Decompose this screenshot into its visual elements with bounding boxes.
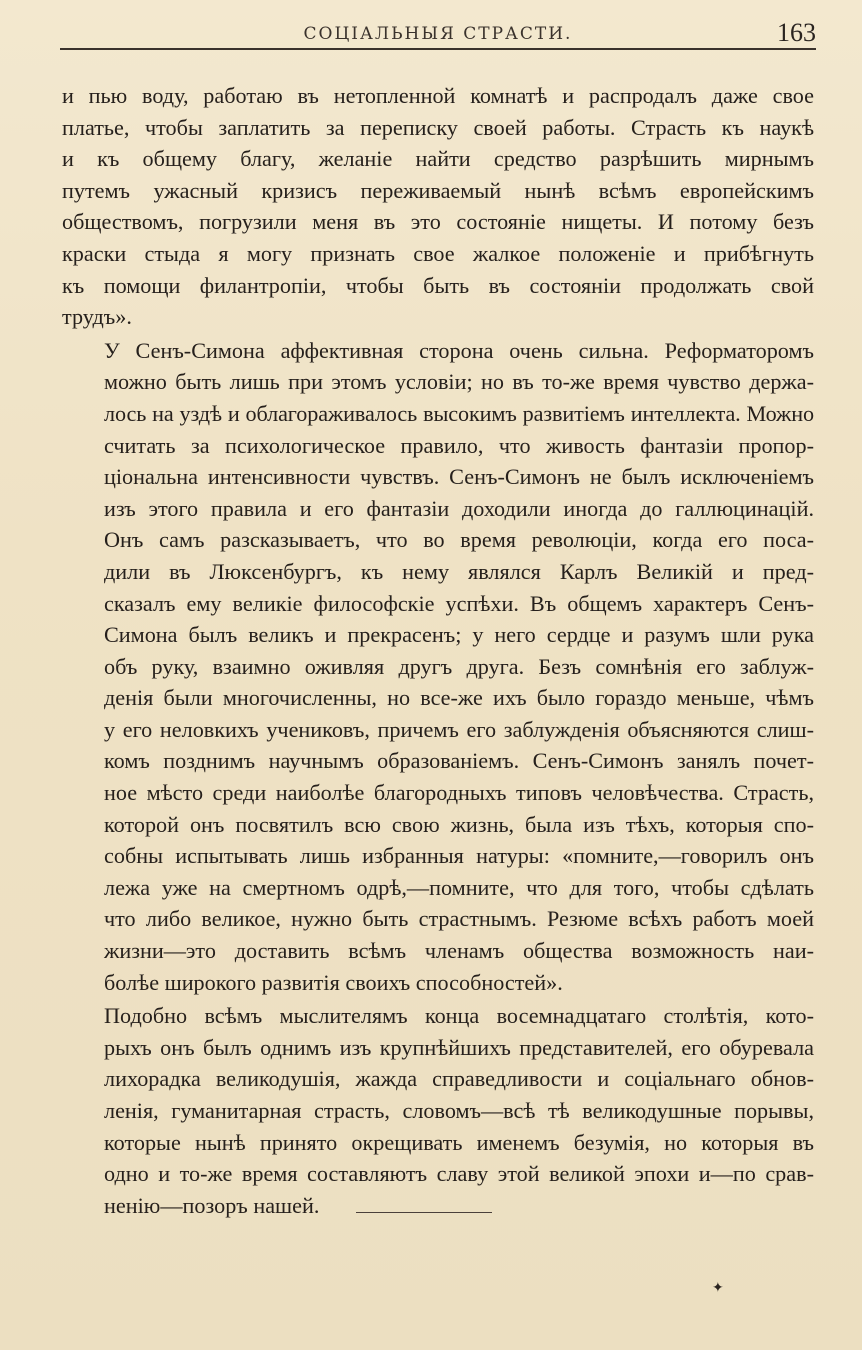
text-line: которой онъ посвятилъ всю свою жизнь, была изъ тѣхъ, которыя спо- [104, 811, 814, 837]
paragraph-2 [62, 335, 814, 998]
paragraph-1 [62, 80, 814, 333]
asterisk-mark: ✦ [712, 1280, 724, 1296]
body-text [62, 80, 814, 1223]
text-line: одно и то-же время составляютъ славу этой великой эпохи и—по срав- [104, 1161, 814, 1187]
text-line: можно быть лишь при этомъ условіи; но въ то-же время чувство держа- [104, 369, 814, 395]
text-line: трудъ». [62, 304, 132, 330]
text-line: что либо великое, нужно быть страстнымъ. Резюме всѣхъ работъ моей [104, 906, 814, 932]
page-number: 163 [777, 18, 816, 47]
text-line: лось на уздѣ и облагораживалось высокимъ развитіемъ интеллекта. Можно [104, 400, 814, 426]
text-line: объ руку, взаимно оживляя другъ друга. Безъ сомнѣнія его заблуж- [104, 653, 814, 679]
paragraph-3 [62, 1000, 814, 1221]
text-line: ленія, гуманитарная страсть, словомъ—всѣ тѣ великодушные порывы, [104, 1098, 814, 1123]
text-line: платье, чтобы заплатить за переписку своей работы. Страсть къ наукѣ [62, 114, 814, 140]
running-title: СОЦІАЛЬНЫЯ СТРАСТИ. [303, 24, 573, 44]
text-line: считать за психологическое правило, что живость фантазіи пропор- [104, 432, 814, 458]
text-line: обществомъ, погрузили меня въ это состояніе нищеты. И потому безъ [62, 209, 814, 235]
text-line: У Сенъ-Симона аффективная сторона очень сильна. Реформаторомъ [104, 337, 814, 363]
end-rule [356, 1212, 492, 1213]
text-line: которые нынѣ принято окрещивать именемъ безумія, но которыя въ [104, 1129, 814, 1155]
text-line: и пью воду, работаю въ нетопленной комнатѣ и распродалъ даже свое [62, 83, 814, 108]
text-line: Онъ самъ разсказываетъ, что во время революціи, когда его поса- [104, 527, 814, 553]
text-line: ціональна интенсивности чувствъ. Сенъ-Симонъ не былъ исключеніемъ [104, 464, 814, 490]
text-line: краски стыда я могу признать свое жалкое положеніе и прибѣгнуть [62, 240, 814, 266]
running-head [60, 14, 816, 50]
text-line: изъ этого правила и его фантазіи доходили иногда до галлюцинацій. [104, 495, 814, 521]
text-line: Подобно всѣмъ мыслителямъ конца восемнадцатаго столѣтія, кото- [104, 1003, 814, 1029]
text-line: путемъ ужасный кризисъ переживаемый нынѣ всѣмъ европейскимъ [62, 177, 814, 203]
text-line: ное мѣсто среди наиболѣе благородныхъ типовъ человѣчества. Страсть, [104, 780, 814, 806]
text-line: ненію—позоръ нашей. [104, 1192, 320, 1218]
text-line: къ помощи филантропіи, чтобы быть въ состояніи продолжать свой [62, 272, 814, 298]
text-line: болѣе широкого развитія своихъ способностей». [104, 969, 563, 995]
text-line: сказалъ ему великіе философскіе успѣхи. Въ общемъ характеръ Сенъ- [104, 590, 814, 616]
text-line: комъ позднимъ научнымъ образованіемъ. Сенъ-Симонъ занялъ почет- [104, 748, 814, 774]
text-line: денія были многочисленны, но все-же ихъ было гораздо меньше, чѣмъ [104, 685, 814, 711]
text-line: дили въ Люксенбургъ, къ нему являлся Карлъ Великій и пред- [104, 558, 814, 584]
text-line: лихорадка великодушія, жажда справедливости и соціальнаго обнов- [104, 1066, 814, 1092]
text-line: рыхъ онъ былъ однимъ изъ крупнѣйшихъ представителей, его обуревала [104, 1034, 814, 1060]
text-line: собны испытывать лишь избранныя натуры: «помните,—говорилъ онъ [104, 843, 814, 869]
text-line: и къ общему благу, желаніе найти средство разрѣшить мирнымъ [62, 146, 814, 172]
text-line: лежа уже на смертномъ одрѣ,—помните, что для того, чтобы сдѣлать [104, 874, 814, 900]
text-line: у его неловкихъ учениковъ, причемъ его заблужденія объясняются слиш- [104, 716, 814, 742]
text-line: Симона былъ великъ и прекрасенъ; у него сердце и разумъ шли рука [104, 622, 814, 648]
text-line: жизни—это доставить всѣмъ членамъ общества возможность наи- [104, 938, 814, 964]
